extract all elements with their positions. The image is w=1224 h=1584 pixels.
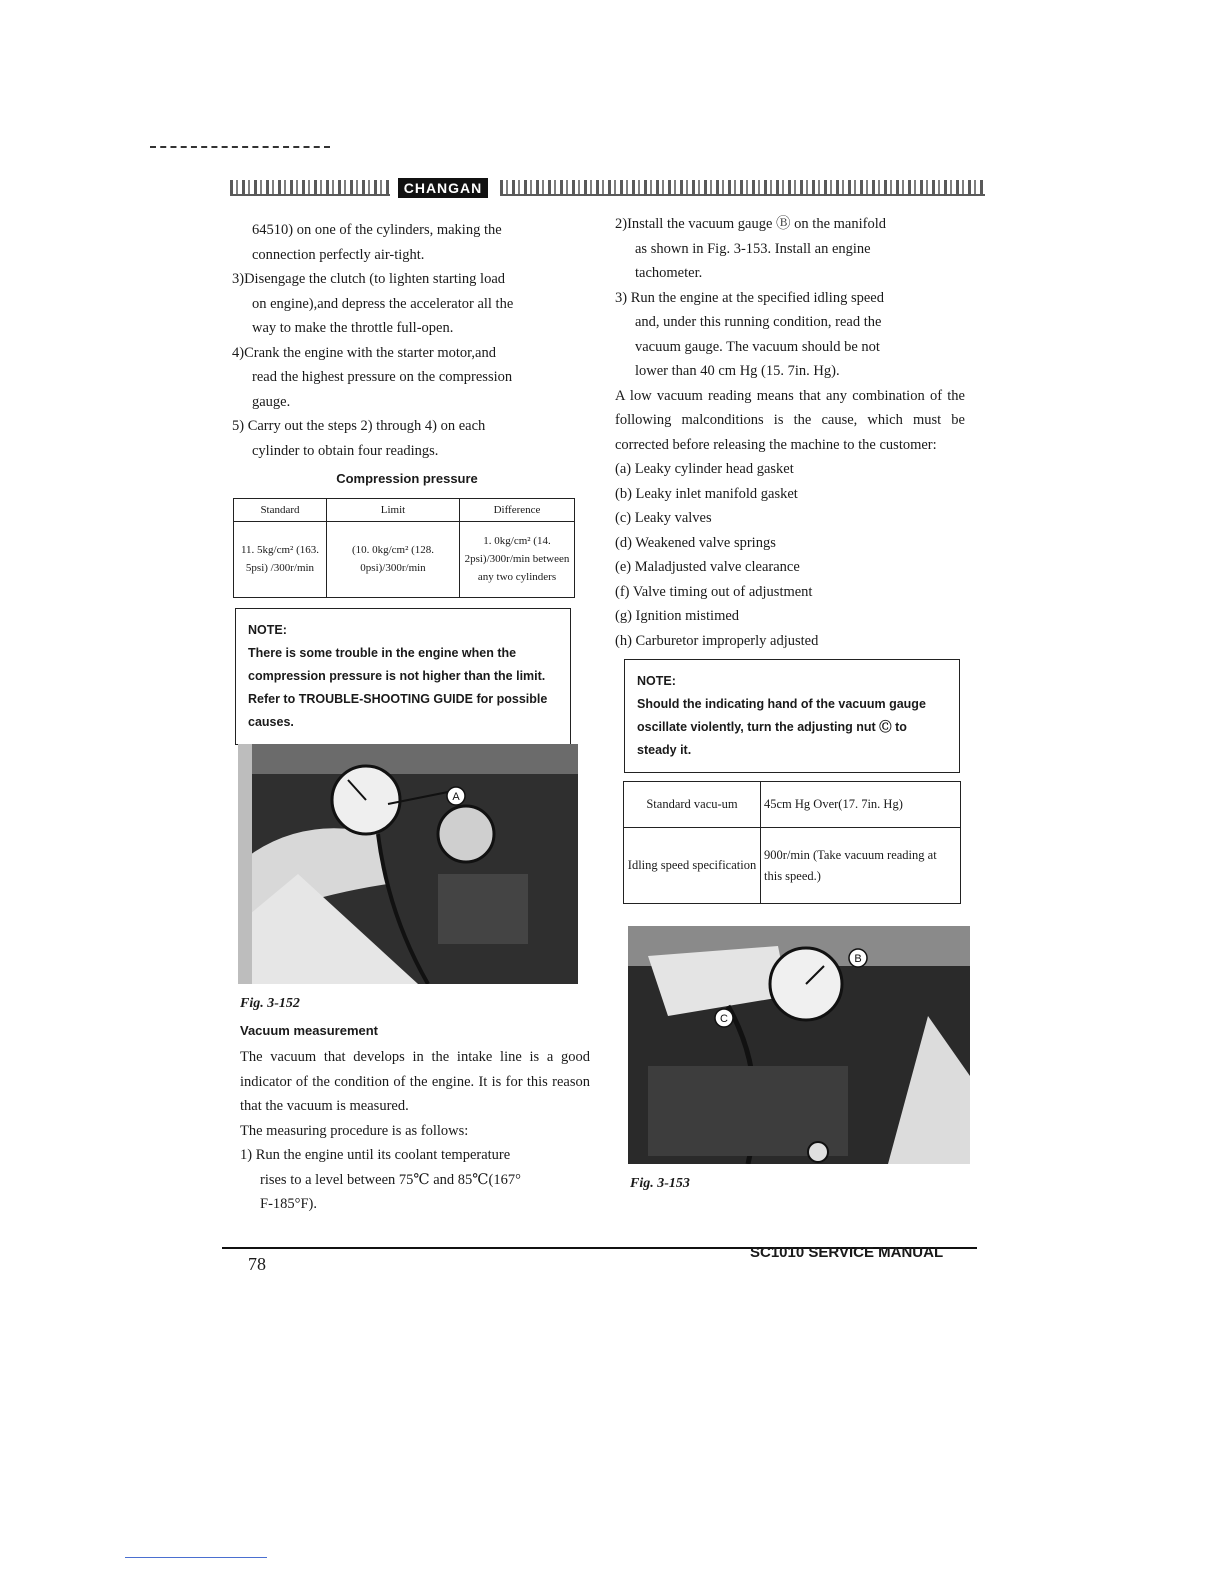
step1-lines (240, 1143, 590, 1217)
note-body: Should the indicating hand of the vacuum gauge oscillate violently, turn the adjusting nut Ⓒ to steady it. (637, 697, 926, 757)
vacuum-intro-paragraph: The vacuum that develops in the intake line is a good indicator of the condition of the engine. It is for this reason that the vacuum is measured. (240, 1049, 590, 1114)
step2-lines (615, 212, 965, 286)
label-a: A (452, 791, 460, 803)
compression-standard-value: 11. 5kg/cm² (163. 5psi) /300r/min (234, 521, 327, 597)
compression-difference-value: 1. 0kg/cm² (14. 2psi)/300r/min between any two cylinders (460, 521, 575, 597)
compression-limit-value: (10. 0kg/cm² (128. 0psi)/300r/min (327, 521, 460, 597)
left-intro-lines (232, 218, 582, 463)
malconditions-line: (e) Maladjusted valve clearance (615, 559, 800, 575)
left-line: 5) Carry out the steps 2) through 4) on each (232, 418, 486, 434)
step3-line: vacuum gauge. The vacuum should be not (635, 338, 880, 355)
note-title: NOTE: (248, 622, 287, 637)
malconditions-line: (d) Weakened valve springs (615, 534, 776, 551)
brand-logo: CHANGAN (398, 178, 488, 198)
engine-vacuum-gauge-illustration (628, 926, 970, 1164)
step2-line: tachometer. (635, 265, 703, 281)
left-line: on engine),and depress the accelerator all the (252, 295, 514, 312)
step3-lines (615, 286, 965, 384)
figure-3-152-photo (238, 744, 578, 984)
compression-note (235, 608, 571, 745)
vacuum-note (624, 659, 960, 773)
left-line: 3)Disengage the clutch (to lighten starting load (232, 271, 506, 287)
step1-line: F-185°F). (260, 1196, 317, 1212)
engine-compression-gauge-illustration (238, 744, 578, 984)
malconditions-line: (a) Leaky cylinder head gasket (615, 461, 794, 477)
step1-line: rises to a level between 75℃ and 85℃(167° (260, 1171, 521, 1188)
step3-line: 3) Run the engine at the specified idling speed (615, 289, 884, 306)
stray-scan-mark (150, 146, 330, 150)
left-line: gauge. (252, 393, 291, 410)
procedure-line: The measuring procedure is as follows: (240, 1122, 469, 1139)
vacuum-measurement-heading: Vacuum measurement (240, 1022, 379, 1038)
note-body: There is some trouble in the engine when the compression pressure is not higher than the limit. Refer to TROUBLE-SHOOTING GUIDE for possible causes. (248, 645, 548, 729)
compression-header-limit: Limit (327, 498, 460, 521)
left-lower-block (240, 992, 590, 1217)
step3-line: and, under this running condition, read the (635, 314, 882, 330)
malconditions-list (615, 457, 965, 653)
standard-vacuum-value: 45cm Hg Over(17. 7in. Hg) (761, 782, 961, 828)
malconditions-line: (c) Leaky valves (615, 510, 712, 526)
compression-header-standard: Standard (234, 498, 327, 521)
malconditions-line: (f) Valve timing out of adjustment (615, 583, 813, 600)
header-ornament-left (230, 180, 390, 196)
left-column (232, 218, 582, 745)
compression-header-difference: Difference (460, 498, 575, 521)
page-number: 78 (248, 1254, 266, 1274)
header-ornament-right (500, 180, 985, 196)
left-line: way to make the throttle full-open. (252, 320, 454, 336)
idling-speed-value: 900r/min (Take vacuum reading at this speed.) (761, 828, 961, 904)
bottom-scan-line (125, 1557, 267, 1558)
left-line: cylinder to obtain four readings. (252, 442, 439, 459)
compression-pressure-title: Compression pressure (336, 471, 478, 486)
figure-3-153-photo (628, 926, 970, 1164)
malconditions-line: (b) Leaky inlet manifold gasket (615, 485, 798, 502)
left-line: read the highest pressure on the compression (252, 369, 513, 385)
vacuum-spec-table (623, 781, 961, 904)
step3-line: lower than 40 cm Hg (15. 7in. Hg). (635, 363, 840, 379)
label-b: B (854, 953, 862, 965)
figure-3-153-caption: Fig. 3-153 (630, 1176, 690, 1191)
manual-title: SC1010 SERVICE MANUAL (750, 1244, 944, 1261)
left-line: 4)Crank the engine with the starter motor,and (232, 344, 496, 361)
note-title: NOTE: (637, 674, 676, 688)
malconditions-line: (h) Carburetor improperly adjusted (615, 632, 819, 649)
idling-speed-label: Idling speed specification (624, 828, 761, 904)
left-line: 64510) on one of the cylinders, making the (252, 222, 502, 238)
low-reading-paragraph: A low vacuum reading means that any combination of the following malconditions is the cause, which must be corrected before releasing the machine to the customer: (615, 387, 965, 453)
label-c: C (720, 1013, 728, 1025)
step2-line: 2)Install the vacuum gauge Ⓑ on the manifold (615, 216, 886, 232)
figure-3-152-caption: Fig. 3-152 (240, 996, 300, 1011)
standard-vacuum-label: Standard vacu-um (624, 782, 761, 828)
step2-line: as shown in Fig. 3-153. Install an engine (635, 240, 871, 257)
right-column (615, 212, 965, 904)
compression-table (233, 498, 575, 598)
left-line: connection perfectly air-tight. (252, 246, 425, 263)
step1-line: 1) Run the engine until its coolant temperature (240, 1147, 511, 1163)
malconditions-line: (g) Ignition mistimed (615, 608, 740, 624)
